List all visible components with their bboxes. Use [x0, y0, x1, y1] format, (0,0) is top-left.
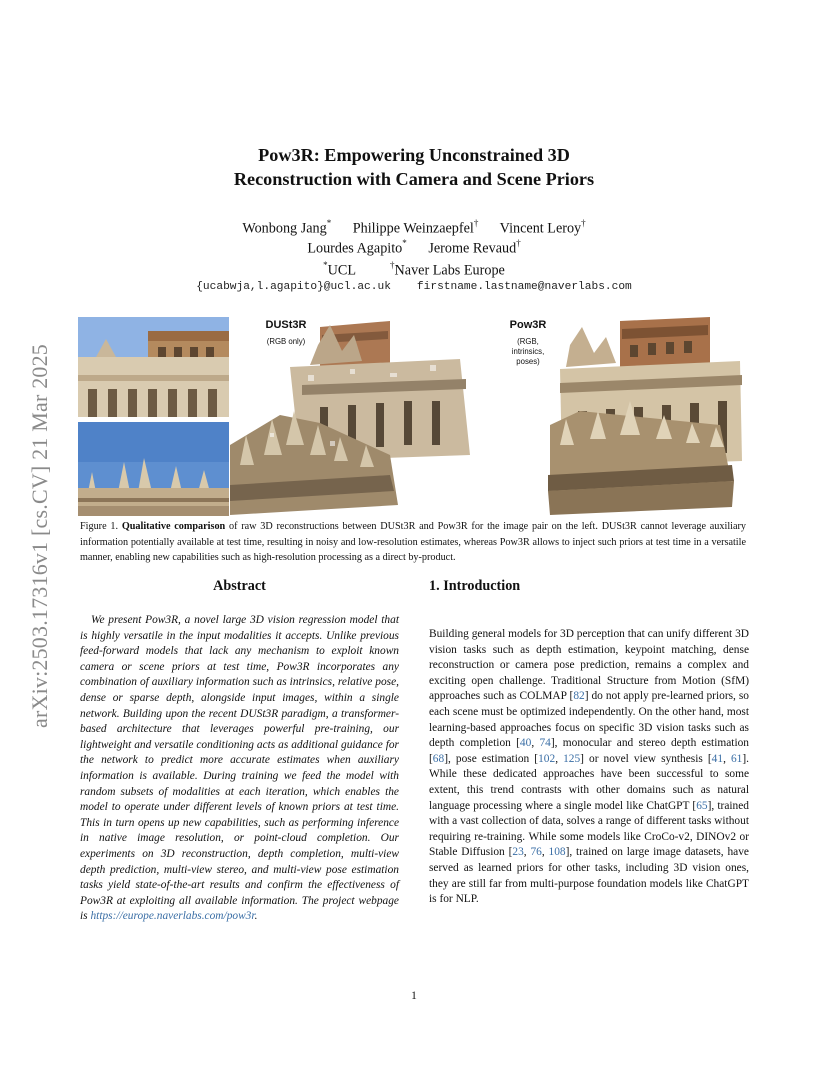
- citation-link[interactable]: 23: [512, 846, 524, 859]
- citation-link[interactable]: 40: [519, 737, 532, 750]
- intro-text: ], trained with a vast collection of data, solves a range of different tasks without requiring re-training. While some models like CroCo-v2, DINOv2 or Stable Diffusion [: [429, 799, 749, 859]
- intro-body: Building general models for 3D perception that can unify different 3D vision tasks such as depth estimation, keypoint matching, dense reconstruction or camera pose prediction, remains a complex and exciting open challenge. Traditional Structure from Motion (SfM) approaches such as COLMAP [82] do not apply pre-learned priors, so each scene must be optimized independently. On the other hand, most learning-based approaches focus on specific 3D vision tasks such as depth completion [40, 74], monocular and stereo depth estimation [68], pose estimation [102, 125] or novel view synthesis [41, 61]. While these dedicated approaches have been successful to some extent, this trend contrasts with other domains such as natural language processing where a single model like ChatGPT [65], trained with a vast collection of data, solves a range of different tasks without requiring re-training. While some models like CroCo-v2, DINOv2 or Stable Diffusion [23, 76, 108], trained on large image datasets, have served as learned priors for other tasks, including 3D vision ones, they are still far from multi-purpose foundation models like ChatGPT is for NLP.: [429, 628, 750, 906]
- authors-line-2: [0, 239, 828, 258]
- citation-link[interactable]: 74: [539, 737, 551, 750]
- author-name: Philippe Weinzaepfel: [352, 220, 474, 237]
- citation-link[interactable]: 102: [538, 752, 556, 765]
- intro-heading: 1. Introduction: [429, 578, 521, 594]
- affil-mark: †: [473, 218, 479, 228]
- author-name: Lourdes Agapito: [307, 240, 403, 257]
- intro-text: ] or novel view synthesis [: [580, 752, 712, 765]
- photo-1-graphic: [78, 317, 229, 417]
- pow3r-sub-line: poses): [516, 357, 540, 366]
- affil-mark: †: [581, 218, 586, 228]
- input-photo-2: [78, 422, 229, 516]
- pow3r-label: Pow3R: [509, 319, 547, 331]
- caption-prefix: Figure 1.: [80, 521, 119, 532]
- project-link[interactable]: https://europe.naverlabs.com/pow3r: [90, 910, 255, 923]
- email: firstname.lastname@naverlabs.com: [416, 281, 632, 293]
- affil-mark: †: [516, 238, 521, 248]
- affil-mark: †: [390, 260, 395, 270]
- authors-line-1: [0, 219, 828, 238]
- citation-link[interactable]: 82: [573, 690, 585, 703]
- arxiv-id: arXiv:2503.17316v1 [cs.CV] 21 Mar 2025: [27, 344, 52, 728]
- photo-2-graphic: [78, 422, 229, 516]
- title-line-2: Reconstruction with Camera and Scene Priors: [233, 169, 595, 189]
- abstract-end: .: [254, 910, 258, 923]
- dust3r-sublabel: (RGB only): [266, 337, 306, 346]
- intro-text: ] do not apply pre-learned priors, so each scene must be optimized independently. On the other hand, most learning-based approaches focus on specific 3D vision tasks such as depth completion [: [429, 690, 749, 750]
- caption-bold: Qualitative comparison: [121, 521, 226, 532]
- dust3r-label: DUSt3R: [265, 319, 307, 331]
- author-name: Wonbong Jang: [242, 220, 327, 237]
- affil-mark: *: [323, 260, 328, 270]
- title-line-1: Pow3R: Empowering Unconstrained 3D: [258, 145, 570, 165]
- citation-link[interactable]: 76: [530, 846, 542, 859]
- pow3r-sub-line: intrinsics,: [511, 347, 545, 356]
- intro-text: Building general models for 3D perception that can unify different 3D vision tasks such as depth estimation, keypoint matching, dense reconstruction or camera pose prediction, remains a complex and exciting open challenge. Traditional Structure from Motion (SfM) approaches such as COLMAP [: [429, 628, 749, 703]
- intro-text: ], trained on large image datasets, have served as learned priors for other tasks, including 3D vision ones, they are still far from multi-purpose foundation models like ChatGPT is for NLP.: [429, 846, 749, 906]
- email: {ucabwja,l.agapito}@ucl.ac.uk: [196, 281, 391, 293]
- affil-mark: *: [326, 218, 332, 228]
- citation-link[interactable]: 65: [696, 799, 708, 812]
- affiliations: [0, 261, 828, 280]
- citation-link[interactable]: 68: [432, 752, 445, 765]
- intro-text: ], pose estimation [: [444, 752, 539, 765]
- figure-1: [78, 315, 748, 515]
- caption-text: of raw 3D reconstructions between DUSt3R and Pow3R for the image pair on the left. DUSt3R cannot leverage auxiliary information potentially available at test time, resulting in noisy and low-resolution estimates, whereas Pow3R allows to inject such priors at test time in a versatile manner, enabling new capabilities such as high-resolution processing as a direct by-product.: [80, 521, 746, 564]
- abstract-heading: Abstract: [213, 578, 266, 594]
- affiliation: Naver Labs Europe: [394, 262, 505, 279]
- abstract-text: We present Pow3R, a novel large 3D vision regression model that is highly versatile in the input modalities it accepts. Unlike previous feed-forward models that lack any mechanism to exploit known camera or scene priors at test time, Pow3R incorporates any combination of auxiliary information such as intrinsics, relative pose, dense or sparse depth, alongside input images, within a single network. Building upon the recent DUSt3R paradigm, a transformer-based architecture that leverages powerful pre-training, our lightweight and versatile conditioning acts as additional guidance for the network to predict more accurate estimates when auxiliary information is available. During training we feed the model with random subsets of modalities at each iteration, which enables the model to operate under different levels of known priors at test time. This in turn opens up new capabilities, such as performing inference in native image resolution, or point-cloud completion. Our experiments on 3D reconstruction, depth completion, multi-view depth prediction, multi-view stereo, and multi-view pose estimation tasks yield state-of-the-art results and confirm the effectiveness of Pow3R at exploiting all available information. The project webpage is: [80, 614, 399, 923]
- author-name: Jerome Revaud: [428, 240, 517, 257]
- input-photo-1: [78, 317, 229, 417]
- pow3r-sub-line: (RGB,: [517, 337, 539, 346]
- citation-link[interactable]: 125: [563, 752, 581, 765]
- intro-text: ]. While these dedicated approaches have been successful to some extent, this trend contrasts with other domains such as natural language processing where a single model like ChatGPT [: [429, 752, 749, 812]
- paper-title: [120, 143, 708, 191]
- pow3r-sublabel: [498, 337, 558, 367]
- abstract-body: [80, 613, 399, 925]
- emails: [0, 281, 828, 293]
- citation-link[interactable]: 108: [548, 846, 566, 859]
- affil-mark: *: [402, 238, 407, 248]
- affiliation: UCL: [327, 262, 357, 279]
- figure-caption: [80, 519, 746, 566]
- intro-text: ], monocular and stereo depth estimation [: [429, 737, 750, 765]
- citation-link[interactable]: 41: [711, 752, 724, 765]
- citation-link[interactable]: 61: [730, 752, 743, 765]
- page-number: 1: [411, 990, 417, 1002]
- author-name: Vincent Leroy: [499, 220, 582, 237]
